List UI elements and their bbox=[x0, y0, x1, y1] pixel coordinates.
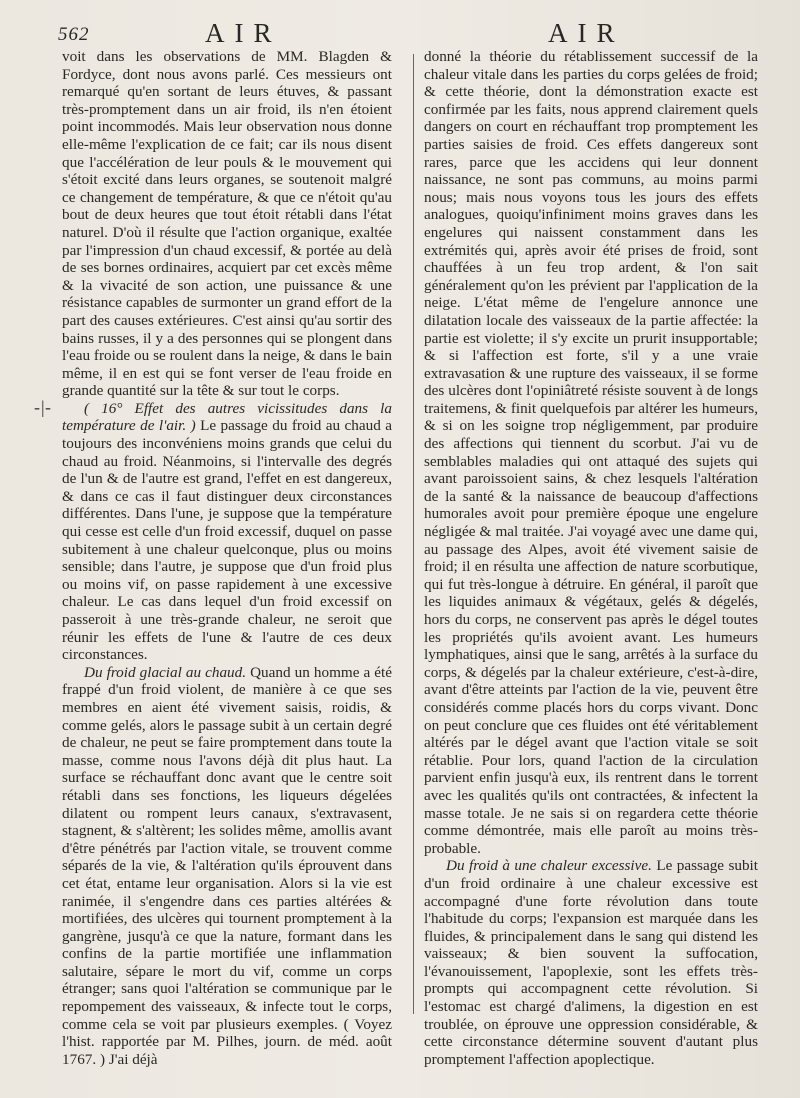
paragraph bbox=[62, 664, 392, 1069]
column-divider bbox=[413, 54, 414, 1014]
paragraph: donné la théorie du rétablissement successif de la chaleur vitale dans les parties du corps gelées de froid; & cette théorie, dont la démonstration exacte est confirmée par les faits, nous apprend clairement quels dangers on court en réchauffant trop promptement les parties saisies de froid. Ces effets dangereux sont rares, parce que les accidens qui leur donnent naissance, ne sont pas communs, au moins parmi nous; mais nous voyons tous les jours des effets analogues, quoiqu'infiniment moins graves dans les engelures qui naissent constamment dans les extrémités qui, après avoir été prises de froid, sont chauffées à un feu trop ardent, & l'on sait généralement qu'on les prévient par l'application de la neige. L'état même de l'engelure annonce une dilatation locale des vaisseaux de la partie affectée: la partie est violette; il s'y excite un prurit insupportable; & si l'affection est forte, s'il y a une vraie extravasation & une rupture des vaisseaux, il se forme des ulcères dont l'opiniâtreté résiste souvent à de longs traitemens, & finit quelquefois par altérer les humeurs, & si on les soigne trop négligemment, par produire des affections qui tiennent du scorbut. J'ai vu de semblables maladies qui ont attaqué des sujets qui avant paroissoient sains, & chez lesquels l'altération de la santé & la naissance de beaucoup d'affections humorales avoit pour première époque une engelure négligée & mal traitée. J'ai voyagé avec une dame qui, au passage des Alpes, avoit été vivement saisie de froid; il en résulta une affection de nature scorbutique, qui fut très-longue à détruire. En général, il paroît que les liquides animaux & végétaux, gelés & dégelés, hors du corps, ne conservent pas après le dégel toutes les propriétés qu'ils avoient avant. Les humeurs lymphatiques, ainsi que le sang, arrêtés à la surface du corps, & dégelés par la chaleur extérieure, c'est-à-dire, avant d'être atteints par l'action de la vie, peuvent être considérés comme placés hors du corps vivant. Donc on peut conclure que ces fluides ont été véritablement altérés par le dégel avant que l'action vitale se soit rétablie. Pour lors, quand l'action de la circulation parvient enfin jusqu'à eux, ils rentrent dans le torrent avec les qualités qu'ils ont contractées, & infectent la masse totale. Je ne sais si on regardera cette théorie comme démontrée, mais elle paroît au moins très-probable. bbox=[424, 48, 758, 857]
section-heading: ( 16° Effet des autres vicissitudes dans la température de l'air. ) bbox=[62, 399, 392, 435]
running-head-right: AIR bbox=[548, 18, 625, 48]
paragraph-text: Quand un homme a été frappé d'un froid violent, de manière à ce que ses membres en aient été vivement saisis, roidis, & comme gelés, alors le passage subit à un certain degré de chaleur, ne peut se faire promptement dans toute la masse, comme nous l'avons déjà dit plus haut. La surface se réchauffant donc avant que le centre soit rétabli dans ses fonctions, les liqueurs dégelées dilatent ou rompent leurs canaux, s'extravasent, stagnent, & s'altèrent; les solides même, amollis avant d'être pénétrés par l'action vitale, se trouvent comme séparés de la vie, & l'altération qu'ils éprouvent dans cet état, entame leur organisation. Alors si la vie est ranimée, il s'engendre dans ces parties altérées & mortifiées, des ulcères qui tournent promptement à la gangrène, jusqu'à ce que la nature, formant dans les confins de la partie mortifiée une inflammation salutaire, sépare le mort du vif, comme un corps étranger; sans quoi l'altération se communique par le repompement des vaisseaux, & infecte tout le corps, comme cela se voit par plusieurs exemples. ( Voyez l'hist. rapportée par M. Pilhes, journ. de méd. août 1767. ) J'ai déjà bbox=[62, 663, 392, 1068]
section-heading: Du froid glacial au chaud. bbox=[84, 663, 247, 681]
page-number: 562 bbox=[58, 24, 90, 45]
paragraph bbox=[62, 400, 392, 664]
running-head-left: AIR bbox=[205, 18, 282, 48]
paragraph-text: Le passage subit d'un froid ordinaire à une chaleur excessive est accompagné d'une forte révolution dans toute l'habitude du corps; l'expansion est marquée dans les fluides, & principalement dans le sang qui distend les vaisseaux; & bien souvent la suffocation, l'évanouissement, l'apoplexie, sont les effets très-prompts qui accompagnent cette révolution. Si l'estomac est chargé d'alimens, la digestion en est troublée, on éprouve une oppression considérable, & cette circonstance détermine souvent d'autant plus promptement l'affection apoplectique. bbox=[424, 857, 758, 1068]
margin-mark: -|- bbox=[34, 397, 51, 417]
paragraph bbox=[424, 857, 758, 1068]
left-column bbox=[62, 48, 392, 1068]
section-heading: Du froid à une chaleur excessive. bbox=[446, 857, 652, 875]
paragraph: voit dans les observations de MM. Blagden & Fordyce, dont nous avons parlé. Ces messieurs ont remarqué qu'en sortant de leurs étuves, & passant très-promptement dans un air froid, ils n'en étoient point incommodés. Mais leur observation nous donne elle-même l'explication de ce fait; car ils nous disent que l'accélération de leur pouls & le mouvement qui s'étoit excité dans leurs organes, se soutenoit malgré ce changement de température, & que ce n'étoit qu'au bout de deux heures que tout étoit rétabli dans l'état naturel. D'où il résulte que l'action organique, exaltée par l'impression d'un chaud excessif, & portée au delà de ses bornes ordinaires, acquiert par cet excès même & la vivacité de son action, une puissance & une résistance capables de surmonter un grand effort de la part des causes extérieures. C'est ainsi qu'au sortir des bains russes, il y a des personnes qui se plongent dans l'eau froide ou se roulent dans la neige, & dans le bain même, il en est qui se font verser de l'eau froide en grande quantité sur la tête & sur tout le corps. bbox=[62, 48, 392, 400]
right-column bbox=[424, 48, 758, 1068]
page-header bbox=[0, 16, 800, 50]
paragraph-text: Le passage du froid au chaud a toujours des inconvéniens moins grands que celui du chaud au froid. Néanmoins, si l'intervalle des degrés de l'un & de l'autre est grand, l'effet en est dangereux, & dans ce cas il faut distinguer deux circonstances différentes. Dans l'une, je suppose que la température qui cesse est celle d'un froid excessif, duquel on passe subitement à une chaleur quelconque, plus ou moins sensible; dans l'autre, je suppose que d'un froid plus ou moins vif, on passe rapidement à une excessive chaleur. Le cas dans lequel d'un froid excessif on passeroit à une très-grande chaleur, ne seroit que réunir les effets de l'une & l'autre de ces deux circonstances. bbox=[62, 417, 392, 664]
